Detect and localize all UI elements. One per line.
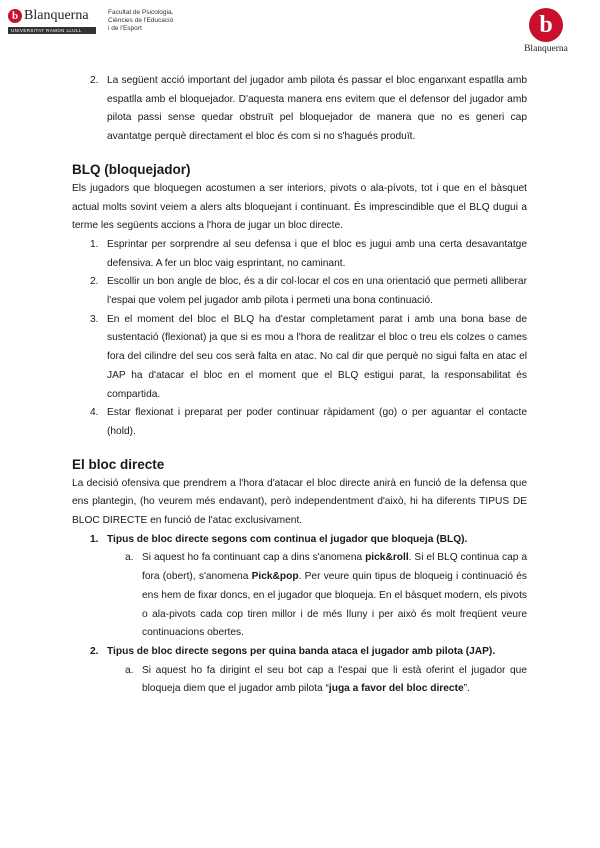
- sub-list-item: [72, 662, 527, 699]
- list-text: Escollir un bon angle de bloc, és a dir col·locar el cos en una orientació que permeti alliberar l'espai que volem pel jugador amb pilota i permeti una bona continuació.: [107, 276, 527, 307]
- list-item: [72, 236, 527, 273]
- section-heading-blq: BLQ (bloquejador): [72, 161, 191, 177]
- list-title: Tipus de bloc directe segons per quina banda ataca el jugador amb pilota (JAP).: [107, 645, 496, 657]
- text-run: Si aquest ho fa dirigint el seu bot cap a l'espai que li està oferint el jugador que bloqueja diem que el jugador amb pilota “: [142, 664, 527, 695]
- list-text: En el moment del bloc el BLQ ha d'estar completament parat i amb una bona base de sustentació (flexionat) ja que si es mou a l'hora de realitzar el bloc o treu els colzes o cames fora del cilindre del seu cos serà falta en atac. No cal dir que perquè no sigui falta en atac el JAP ha d'atacar el bloc en el moment que el BLQ estigui parat, la responsabilitat és compartida.: [107, 313, 527, 400]
- header-logo-right: [516, 8, 576, 54]
- list-text: Estar flexionat i preparat per poder continuar ràpidament (go) o per aguantar el contacte (hold).: [107, 407, 527, 437]
- faculty-name: [108, 9, 173, 33]
- list-number: 2.: [90, 276, 99, 288]
- university-bar: UNIVERSITAT RAMON LLULL: [8, 27, 96, 34]
- list-item: [72, 72, 527, 147]
- text-run: . Per veure quin tipus de bloqueig i continuació és ens hem de fixar doncs, en el jugador que bloqueja. En el bàsquet modern, els pivots o ala-pivots cada cop tiren millor i de més lluny i per això és molt freqüent veure continuacions obertes.: [142, 571, 527, 639]
- blanquerna-logo-icon: b: [8, 9, 22, 23]
- document-body: [72, 72, 527, 699]
- faculty-line: Facultat de Psicologia,: [108, 9, 174, 16]
- paragraph: Els jugadors que bloquegen acostumen a ser interiors, pivots o ala-pívots, tot i que en el bàsquet actual molts sovint veiem a alers alts bloquejant i continuant. És imprescindible que el BLQ dugui a terme les següents accions a l'hora de jugar un bloc directe.: [72, 182, 527, 232]
- list-number: 2.: [90, 645, 99, 657]
- list-number: 1.: [90, 533, 99, 545]
- list-text: Esprintar per sorprendre al seu defensa i que el bloc es jugui amb una certa desavantatge defensiva. A fer un bloc vaig esprintant, no caminant.: [107, 238, 527, 269]
- list-item: [72, 273, 527, 310]
- logo-word: Blanquerna: [24, 8, 89, 23]
- list-number: 4.: [90, 407, 99, 419]
- text-run: Si aquest ho fa continuant cap a dins s'anomena: [142, 552, 366, 564]
- list-number: 3.: [90, 313, 99, 325]
- list-number: 2.: [90, 75, 99, 86]
- header-logo-left: [8, 8, 98, 34]
- list-item: [72, 643, 527, 662]
- sub-list-letter: a.: [125, 664, 134, 676]
- faculty-line: i de l'Esport: [108, 25, 142, 32]
- faculty-line: Ciències de l'Educació: [108, 17, 174, 24]
- section-heading-bloc-directe: El bloc directe: [72, 456, 165, 472]
- sub-list-letter: a.: [125, 552, 134, 564]
- paragraph: La decisió ofensiva que prendrem a l'hora d'atacar el bloc directe anirà en funció de la defensa que ens plantegin, (ho veurem més endavant), però independentment d'això, hi ha diferents TIPUS DE BLOC DIRECTE en funció de l'atac exclusivament.: [72, 477, 527, 527]
- list-item: [72, 531, 527, 550]
- list-item: [72, 404, 527, 441]
- list-item: [72, 311, 527, 405]
- logo-caption: Blanquerna: [524, 44, 568, 54]
- logo-row: [8, 8, 98, 24]
- term-juga-a-favor: juga a favor del bloc directe: [328, 683, 464, 695]
- term-pick-roll: pick&roll: [365, 552, 409, 564]
- list-title: Tipus de bloc directe segons com continua el jugador que bloqueja (BLQ).: [107, 533, 468, 545]
- list-text: La següent acció important del jugador amb pilota és passar el bloc enganxant espatlla amb espatlla amb el bloquejador. D'aquesta manera ens evitem que el defensor del jugador amb pilota passi sense quedar obstruït pel bloquejador de manera que no es generi cap avantatge perquè directament el bloc és com si no s'hagués produït.: [107, 75, 527, 143]
- sub-list-item: [72, 549, 527, 643]
- text-run: ”.: [463, 683, 470, 695]
- text-run: . Si el BLQ continua cap a fora (obert), s'anomena: [142, 552, 528, 583]
- blanquerna-seal-icon: b: [529, 8, 563, 42]
- term-pick-pop: Pick&pop: [251, 571, 299, 583]
- list-number: 1.: [90, 238, 99, 250]
